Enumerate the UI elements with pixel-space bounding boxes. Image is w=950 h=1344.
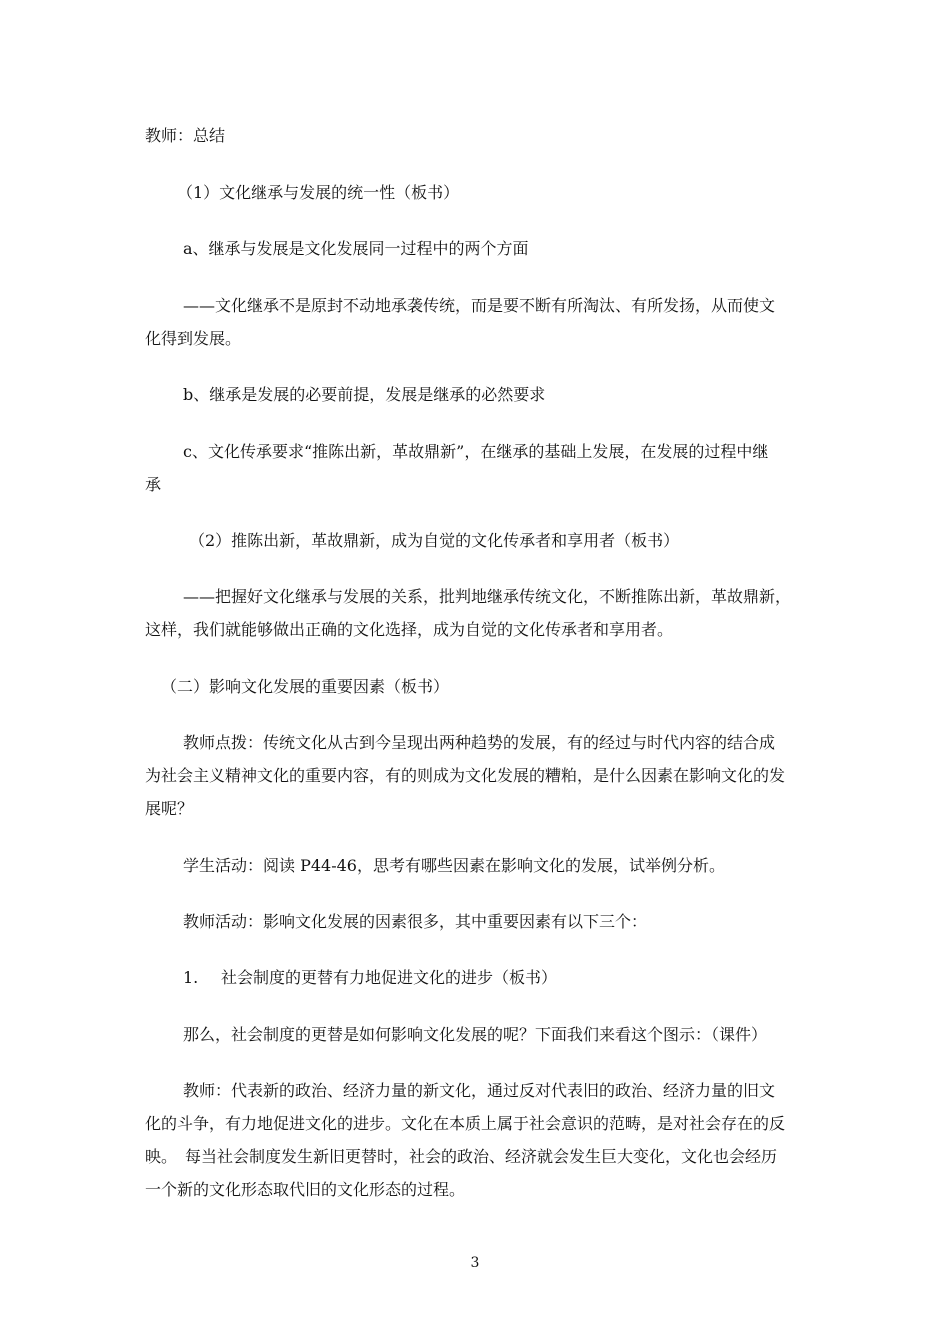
- text-line: 映。 每当社会制度发生新旧更替时，社会的政治、经济就会发生巨大变化，文化也会经历: [145, 1147, 778, 1166]
- list-number: 1.: [183, 968, 199, 987]
- text-line: 教师：代表新的政治、经济力量的新文化，通过反对代表旧的政治、经济力量的旧文: [183, 1081, 776, 1100]
- text-line: c、文化传承要求“推陈出新，革故鼎新”，在继承的基础上发展，在发展的过程中继: [183, 442, 769, 461]
- text-line: 展呢？: [145, 799, 194, 818]
- text-line: 化得到发展。: [145, 329, 242, 348]
- text-line: ——文化继承不是原封不动地承袭传统，而是要不断有所淘汰、有所发扬，从而使文: [183, 296, 776, 315]
- text-line: 一个新的文化形态取代旧的文化形态的过程。: [145, 1180, 466, 1199]
- section-heading: （二）影响文化发展的重要因素（板书）: [161, 677, 450, 696]
- text-line: 学生活动：阅读 P44-46，思考有哪些因素在影响文化的发展，试举例分析。: [183, 856, 725, 875]
- text-line: ——把握好文化继承与发展的关系，批判地继承传统文化，不断推陈出新，革故鼎新，: [183, 587, 792, 606]
- text-line: 那么，社会制度的更替是如何影响文化发展的呢？下面我们来看这个图示：（课件）: [183, 1025, 768, 1044]
- text-line: 教师：总结: [145, 126, 226, 145]
- text-line: 化的斗争，有力地促进文化的进步。文化在本质上属于社会意识的范畴，是对社会存在的反: [145, 1114, 786, 1133]
- text-line: （2）推陈出新，革故鼎新，成为自觉的文化传承者和享用者（板书）: [189, 531, 680, 550]
- page-number: 3: [470, 1255, 480, 1271]
- text-line: （1）文化继承与发展的统一性（板书）: [177, 183, 460, 202]
- list-item-text: 社会制度的更替有力地促进文化的进步（板书）: [221, 968, 558, 987]
- text-line: 这样，我们就能够做出正确的文化选择，成为自觉的文化传承者和享用者。: [145, 620, 674, 639]
- text-line: 承: [145, 475, 162, 494]
- text-line: a、继承与发展是文化发展同一过程中的两个方面: [183, 239, 529, 258]
- text-line: 为社会主义精神文化的重要内容，有的则成为文化发展的糟粕，是什么因素在影响文化的发: [145, 766, 786, 785]
- text-line: 教师活动：影响文化发展的因素很多，其中重要因素有以下三个：: [183, 912, 648, 931]
- text-line: 教师点拨：传统文化从古到今呈现出两种趋势的发展，有的经过与时代内容的结合成: [183, 733, 776, 752]
- text-line: b、继承是发展的必要前提，发展是继承的必然要求: [183, 385, 546, 404]
